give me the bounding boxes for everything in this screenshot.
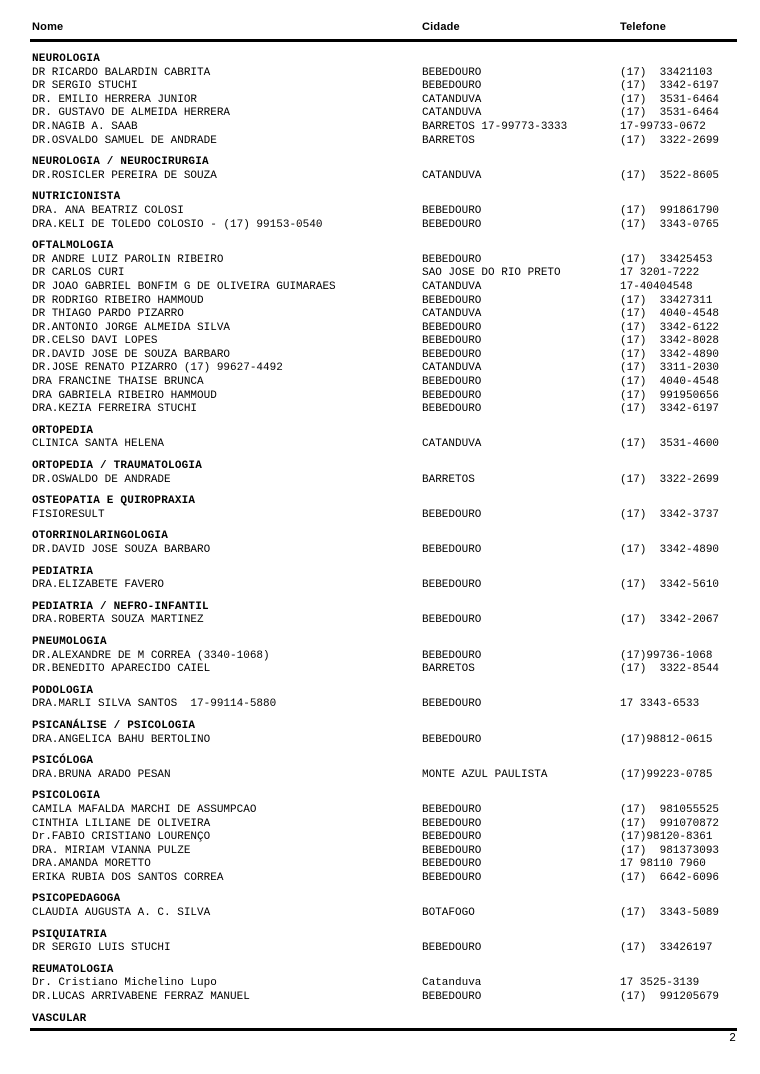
table-row [30, 804, 737, 818]
section-title: PODOLOGIA [32, 684, 94, 697]
city-cell: BEBEDOURO [422, 803, 482, 816]
name-cell: DRA.MARLI SILVA SANTOS 17-99114-5880 [32, 698, 277, 711]
section-title: PEDIATRIA / NEFRO-INFANTIL [32, 600, 209, 613]
table-row [30, 281, 737, 295]
specialty-section [30, 601, 737, 628]
section-title: PSIQUIATRIA [32, 928, 107, 941]
section-title: NUTRICIONISTA [32, 191, 121, 204]
section-title: PSICOLOGIA [32, 790, 101, 803]
table-row [30, 107, 737, 121]
specialty-section [30, 425, 737, 452]
city-cell: BEBEDOURO [422, 733, 482, 746]
city-cell: SAO JOSE DO RIO PRETO [422, 267, 561, 280]
phone-cell: (17) 3531-4600 [620, 438, 720, 451]
phone-cell: (17) 3342-6197 [620, 403, 720, 416]
specialty-section [30, 685, 737, 712]
table-row [30, 845, 737, 859]
phone-cell: 17 3201-7222 [620, 267, 700, 280]
phone-cell: 17-99733-0672 [620, 120, 706, 133]
name-cell: DR.BENEDITO APARECIDO CAIEL [32, 663, 211, 676]
section-title: VASCULAR [32, 1012, 87, 1025]
name-cell: DRA FRANCINE THAISE BRUNCA [32, 376, 204, 389]
table-row [30, 335, 737, 349]
section-title: REUMATOLOGIA [32, 963, 114, 976]
section-title: OTORRINOLARINGOLOGIA [32, 530, 169, 543]
city-cell: BOTAFOGO [422, 907, 475, 920]
phone-cell: (17) 3522-8605 [620, 169, 720, 182]
table-row [30, 308, 737, 322]
city-cell: BEBEDOURO [422, 253, 482, 266]
table-row [30, 295, 737, 309]
name-cell: DR. EMILIO HERRERA JUNIOR [32, 93, 198, 106]
city-cell: BEBEDOURO [422, 376, 482, 389]
city-cell: BEBEDOURO [422, 844, 482, 857]
table-row [30, 94, 737, 108]
table-row [30, 135, 737, 149]
specialty-section [30, 240, 737, 417]
specialty-section [30, 1013, 737, 1027]
name-cell: DR SERGIO LUIS STUCHI [32, 942, 171, 955]
name-cell: DRA. MIRIAM VIANNA PULZE [32, 844, 191, 857]
name-cell: DR.OSWALDO DE ANDRADE [32, 473, 171, 486]
city-cell: BEBEDOURO [422, 817, 482, 830]
phone-cell: (17) 3322-2699 [620, 473, 720, 486]
name-cell: DR.DAVID JOSÉ SOUZA BÁRBARO [32, 544, 211, 556]
city-cell: BEBEDOURO [422, 294, 482, 307]
city-cell: BARRETOS [422, 473, 475, 486]
name-cell: DR RODRIGO RIBEIRO HAMMOUD [32, 294, 204, 307]
section-title: OSTEOPATIA E QUIROPRAXIA [32, 495, 196, 508]
specialty-section [30, 460, 737, 487]
section-title: OFTALMOLOGIA [32, 240, 114, 253]
city-cell: BEBEDOURO [422, 858, 482, 871]
name-cell: DR.CELSO DAVI LOPES [32, 335, 158, 348]
city-cell: BEBEDOURO [422, 614, 482, 627]
phone-cell: (17) 3343-0765 [620, 218, 720, 231]
phone-cell: (17)98812-0615 [620, 733, 713, 746]
city-cell: CATANDUVA [422, 107, 482, 120]
table-row [30, 403, 737, 417]
phone-cell: (17) 3311-2030 [620, 362, 720, 375]
column-header-cidade: Cidade [422, 21, 460, 33]
table-row [30, 698, 737, 712]
name-cell: FISIORESULT [32, 508, 105, 521]
specialty-section [30, 191, 737, 232]
table-row [30, 663, 737, 677]
table-row [30, 991, 737, 1005]
table-row [30, 219, 737, 233]
specialty-section [30, 530, 737, 557]
specialty-section [30, 964, 737, 1005]
city-cell: BEBEDOURO [422, 321, 482, 334]
name-cell: Dr. Cristiano Michelino Lupo [32, 977, 217, 990]
specialty-section [30, 156, 737, 183]
phone-cell: (17) 33421103 [620, 66, 713, 79]
table-row [30, 362, 737, 376]
phone-cell: (17)98120-8361 [620, 831, 713, 844]
name-cell: DR THIAGO PARDO PIZARRO [32, 308, 184, 321]
city-cell: BARRETOS [422, 134, 475, 147]
phone-cell: (17) 991950656 [620, 389, 720, 402]
city-cell: MONTE AZUL PAULISTA [422, 768, 548, 781]
city-cell: BEBEDOURO [422, 942, 482, 955]
table-row [30, 614, 737, 628]
phone-cell: (17) 981373093 [620, 844, 720, 857]
table-row [30, 390, 737, 404]
phone-cell: (17) 3343-5089 [620, 907, 720, 920]
city-cell: BEBEDOURO [422, 579, 482, 592]
table-row [30, 509, 737, 523]
table-row [30, 349, 737, 363]
phone-cell: 17 3525-3139 [620, 977, 700, 990]
page-content [30, 20, 737, 1026]
table-row [30, 121, 737, 135]
name-cell: DRA.ROBERTA SOUZA MARTINEZ [32, 614, 204, 627]
name-cell: DRA.BRUNA ARADO PESAN [32, 768, 171, 781]
phone-cell: (17) 33427311 [620, 294, 713, 307]
city-cell: BEBEDOURO [422, 831, 482, 844]
phone-cell: (17) 3531-6464 [620, 107, 720, 120]
city-cell: BEBEDOURO [422, 698, 482, 711]
table-row [30, 650, 737, 664]
section-title: PNEUMOLOGIA [32, 635, 107, 648]
phone-cell: 17 98110 7960 [620, 858, 706, 871]
city-cell: BEBEDOURO [422, 204, 482, 217]
name-cell: DRA.ELIZABETE FAVERO [32, 579, 165, 592]
table-row [30, 254, 737, 268]
table-row [30, 170, 737, 184]
phone-cell: (17) 33425453 [620, 253, 713, 266]
table-row [30, 818, 737, 832]
phone-cell: (17) 991861790 [620, 204, 720, 217]
name-cell: DRA. ANA BEATRIZ COLOSI [32, 204, 184, 217]
phone-cell: 17-40404548 [620, 280, 693, 293]
table-row [30, 907, 737, 921]
section-title: NEUROLOGIA [32, 53, 101, 65]
city-cell: BEBEDOURO [422, 991, 482, 1004]
name-cell: DR.OSVALDO SAMUEL DE ANDRADE [32, 134, 217, 147]
city-cell: CATANDUVA [422, 280, 482, 293]
table-row [30, 942, 737, 956]
table-row [30, 67, 737, 81]
specialty-section [30, 790, 737, 885]
table-row [30, 858, 737, 872]
specialty-section [30, 893, 737, 920]
phone-cell: (17) 4040-4548 [620, 376, 720, 389]
column-header-nome: Nome [32, 21, 64, 33]
section-title: PSICÓLOGA [32, 755, 94, 768]
city-cell: CATANDUVA [422, 169, 482, 182]
phone-cell: (17) 6642-6096 [620, 871, 720, 884]
section-title: NEUROLOGIA / NEUROCIRURGIA [32, 156, 209, 169]
table-row [30, 438, 737, 452]
city-cell: BEBEDOURO [422, 66, 482, 79]
name-cell: DR ANDRE LUIZ PAROLIN RIBEIRO [32, 253, 224, 266]
city-cell: BEBEDOURO [422, 403, 482, 416]
phone-cell: (17) 3342-6122 [620, 321, 720, 334]
city-cell: BARRETOS 17-99773-3333 [422, 120, 568, 133]
table-row [30, 376, 737, 390]
city-cell: CATANDUVA [422, 438, 482, 451]
phone-cell: (17) 4040-4548 [620, 308, 720, 321]
city-cell: CATANDUVA [422, 362, 482, 375]
name-cell: CINTHIA LILIANE DE OLIVEIRA [32, 817, 211, 830]
phone-cell: (17) 3322-8544 [620, 663, 720, 676]
name-cell: DRA.AMANDA MORETTO [32, 858, 151, 871]
phone-cell: (17) 3342-6197 [620, 80, 720, 93]
directory-list [30, 53, 737, 1026]
name-cell: DR CARLOS CURI [32, 267, 125, 280]
phone-cell: (17) 3342-5610 [620, 579, 720, 592]
phone-cell: (17) 3531-6464 [620, 93, 720, 106]
section-title: PSICOPEDAGOGA [32, 893, 121, 906]
city-cell: BEBEDOURO [422, 508, 482, 521]
column-header-telefone: Telefone [620, 21, 667, 33]
table-row [30, 734, 737, 748]
name-cell: DR.ALEXANDRE DE M CORRÊA (3340-1068) [32, 649, 270, 662]
name-cell: DR SERGIO STUCHI [32, 80, 138, 93]
table-row [30, 267, 737, 281]
name-cell: DRA.ANGÉLICA BAHU BERTOLINO [32, 733, 211, 746]
specialty-section [30, 720, 737, 747]
city-cell: BARRETOS [422, 663, 475, 676]
specialty-section [30, 929, 737, 956]
phone-cell: (17) 3342-3737 [620, 508, 720, 521]
phone-cell: (17) 3342-2067 [620, 614, 720, 627]
table-row [30, 322, 737, 336]
table-header [30, 20, 737, 42]
phone-cell: (17) 33426197 [620, 942, 713, 955]
name-cell: Dr.FÁBIO CRISTIANO LOURENÇO [32, 831, 211, 844]
name-cell: DR.LUCAS ARRIVABENE FERRAZ MANUEL [32, 991, 250, 1004]
name-cell: DR.ROSICLER PEREIRA DE SOUZA [32, 169, 217, 182]
city-cell: Catanduva [422, 977, 482, 990]
table-row [30, 977, 737, 991]
name-cell: DRA.KELI DE TOLEDO COLOSIO - (17) 99153-0540 [32, 218, 323, 231]
city-cell: BEBEDOURO [422, 544, 482, 556]
specialty-section [30, 755, 737, 782]
table-row [30, 831, 737, 845]
name-cell: CLÁUDIA AUGUSTA A. C. SILVA [32, 907, 211, 920]
phone-cell: (17) 991070872 [620, 817, 720, 830]
section-title: ORTOPEDIA [32, 424, 94, 437]
phone-cell: 17 3343-6533 [620, 698, 700, 711]
name-cell: DR.DAVID JOSÉ DE SOUZA BÁRBARO [32, 348, 231, 361]
phone-cell: (17) 981055525 [620, 803, 720, 816]
phone-cell: (17)99223-0785 [620, 768, 713, 781]
phone-cell: (17)99736-1068 [620, 649, 713, 662]
table-row [30, 474, 737, 488]
city-cell: BEBEDOURO [422, 389, 482, 402]
city-cell: BEBEDOURO [422, 348, 482, 361]
name-cell: CLINICA SANTA HELENA [32, 438, 165, 451]
city-cell: BEBEDOURO [422, 871, 482, 884]
specialty-section [30, 495, 737, 522]
name-cell: DR. GUSTAVO DE ALMEIDA HERRERA [32, 107, 231, 120]
name-cell: CAMILA MAFALDA MARCHI DE ASSUMPCAO [32, 803, 257, 816]
city-cell: CATANDUVA [422, 93, 482, 106]
specialty-section [30, 636, 737, 677]
section-title: PEDIATRIA [32, 565, 94, 578]
city-cell: BEBEDOURO [422, 80, 482, 93]
section-title: PSICANÁLISE / PSICOLOGIA [32, 719, 196, 732]
name-cell: DR.JOSE RENATO PIZARRO (17) 99627-4492 [32, 362, 283, 375]
city-cell: BEBEDOURO [422, 218, 482, 231]
name-cell: DR RICARDO BALARDIN CABRITA [32, 66, 211, 79]
table-row [30, 205, 737, 219]
name-cell: DR.ANTONIO JORGE ALMEIDA SILVA [32, 321, 231, 334]
page-number: 2 [729, 1032, 736, 1045]
specialty-section [30, 566, 737, 593]
table-row [30, 544, 737, 558]
name-cell: ERIKA RUBIA DOS SANTOS CORREA [32, 871, 224, 884]
phone-cell: (17) 3322-2699 [620, 134, 720, 147]
city-cell: CATANDUVA [422, 308, 482, 321]
table-row [30, 872, 737, 886]
section-title: ORTOPEDIA / TRAUMATOLOGIA [32, 460, 203, 473]
name-cell: DRA.KEZIA FERREIRA STUCHI [32, 403, 198, 416]
city-cell: BEBEDOURO [422, 649, 482, 662]
phone-cell: (17) 991205679 [620, 991, 720, 1004]
phone-cell: (17) 3342-4890 [620, 544, 720, 556]
footer-rule [30, 1028, 737, 1031]
table-row [30, 579, 737, 593]
specialty-section [30, 53, 737, 148]
city-cell: BEBEDOURO [422, 335, 482, 348]
table-row [30, 769, 737, 783]
name-cell: DR JOAO GABRIEL BONFIM G DE OLIVEIRA GUIMARAES [32, 280, 336, 293]
phone-cell: (17) 3342-4890 [620, 348, 720, 361]
name-cell: DR.NAGIB A. SAAB [32, 120, 138, 133]
name-cell: DRA GABRIELA RIBEIRO HAMMOUD [32, 389, 217, 402]
phone-cell: (17) 3342-8028 [620, 335, 720, 348]
table-row [30, 80, 737, 94]
